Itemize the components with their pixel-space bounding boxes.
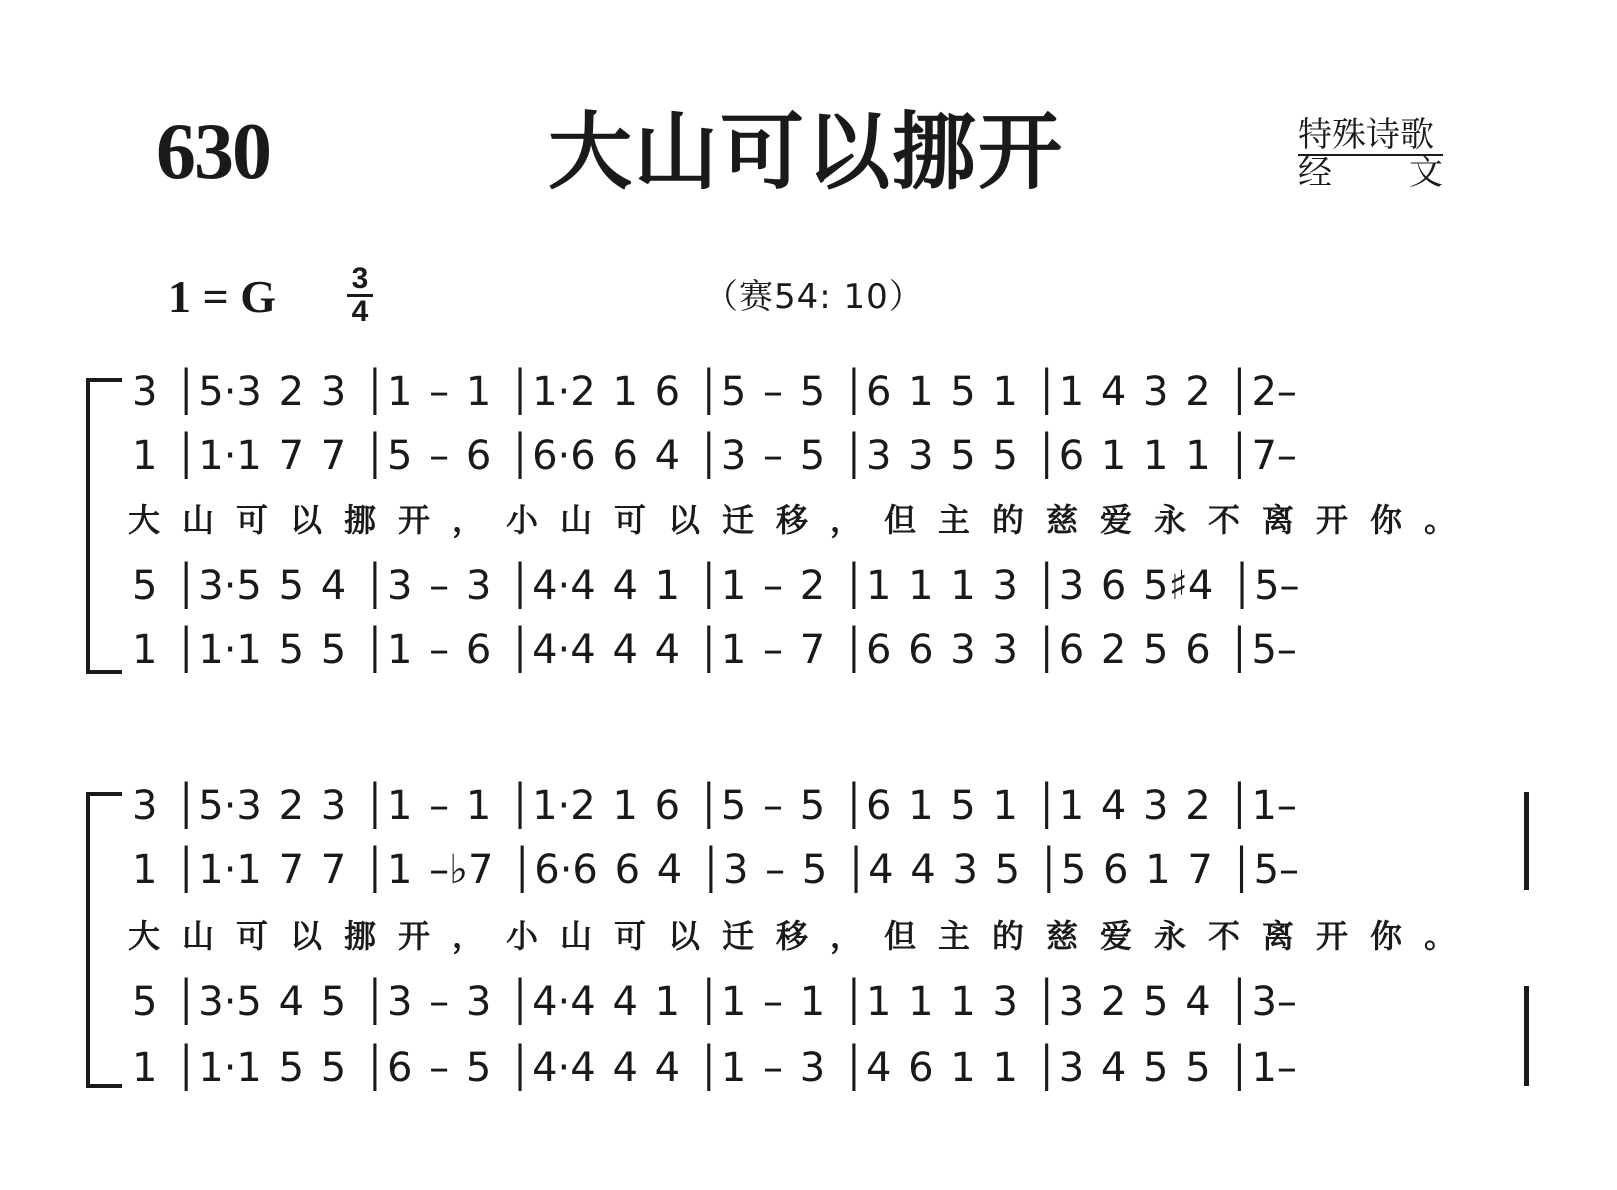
category-label xyxy=(1298,115,1443,193)
category-top: 特殊诗歌 xyxy=(1298,118,1443,156)
system-1-brace xyxy=(86,378,114,674)
hymn-number: 630 xyxy=(156,108,270,196)
system-1-alto: 1 │1·1 7 7 │5 – 6 │6·6 6 4 │3 – 5 │3 3 5 5 │6 1 1 1 │7– xyxy=(132,433,1297,479)
system-1-lyrics: 大山可以挪开，小山可以迁移，但主的慈爱永不离开你。 xyxy=(128,501,1479,539)
system-2-bass: 1 │1·1 5 5 │6 – 5 │4·4 4 4 │1 – 3 │4 6 1 1 │3 4 5 5 │1– xyxy=(132,1045,1297,1091)
system-2-brace-top xyxy=(86,792,122,796)
system-1-tenor: 5 │3·5 5 4 │3 – 3 │4·4 4 1 │1 – 2 │1 1 1 3 │3 6 5♯4 │5– xyxy=(132,563,1300,609)
system-1-brace-top xyxy=(86,378,122,382)
system-1-bass: 1 │1·1 5 5 │1 – 6 │4·4 4 4 │1 – 7 │6 6 3 3 │6 2 5 6 │5– xyxy=(132,627,1297,673)
system-2-final-barline-lower xyxy=(1524,986,1529,1086)
scripture-reference: （赛54: 10） xyxy=(704,277,924,317)
time-denominator: 4 xyxy=(351,295,369,328)
system-1-soprano: 3 │5·3 2 3 │1 – 1 │1·2 1 6 │5 – 5 │6 1 5 1 │1 4 3 2 │2– xyxy=(132,369,1297,415)
key-signature: 1 = G xyxy=(168,271,276,322)
category-bottom-left: 经 xyxy=(1298,152,1332,193)
system-1-brace-bottom xyxy=(86,670,122,674)
category-bottom-right: 文 xyxy=(1409,152,1443,193)
system-2-soprano: 3 │5·3 2 3 │1 – 1 │1·2 1 6 │5 – 5 │6 1 5 1 │1 4 3 2 │1– xyxy=(132,783,1297,829)
system-2-brace xyxy=(86,792,114,1088)
system-2-lyrics: 大山可以挪开，小山可以迁移，但主的慈爱永不离开你。 xyxy=(128,917,1479,955)
system-2-tenor: 5 │3·5 4 5 │3 – 3 │4·4 4 1 │1 – 1 │1 1 1 3 │3 2 5 4 │3– xyxy=(132,979,1297,1025)
time-numerator: 3 xyxy=(347,264,373,297)
system-2-alto: 1 │1·1 7 7 │1 –♭7 │6·6 6 4 │3 – 5 │4 4 3 5 │5 6 1 7 │5– xyxy=(132,847,1300,893)
hymn-title: 大山可以挪开 xyxy=(548,103,1065,201)
system-2-final-barline-upper xyxy=(1524,792,1529,890)
system-2-brace-bottom xyxy=(86,1084,122,1088)
time-signature xyxy=(347,264,373,327)
category-bottom xyxy=(1298,152,1443,193)
